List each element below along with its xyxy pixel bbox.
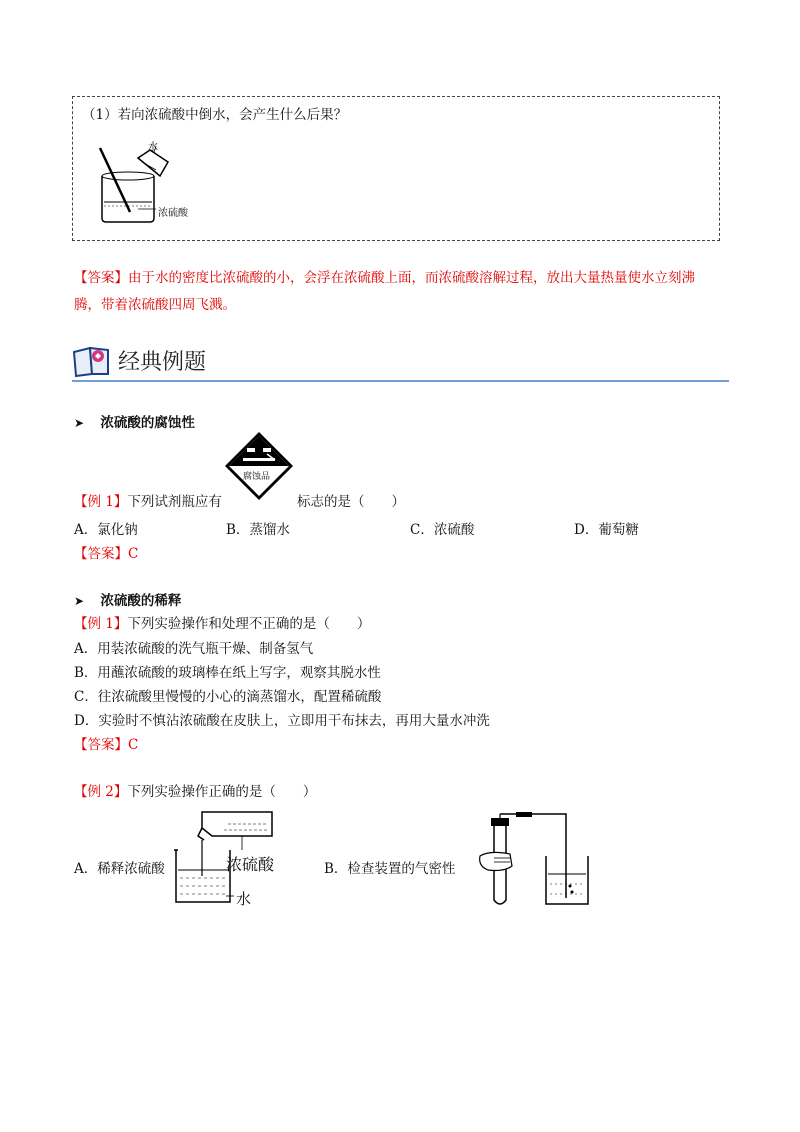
option-a-acid-label: 浓硫酸	[226, 855, 275, 874]
example-1a-answer	[74, 542, 138, 562]
example-2-option-b: B．检查装置的气密性	[324, 861, 456, 877]
subsection-1-title: 浓硫酸的腐蚀性	[100, 415, 195, 431]
option-d: D．葡萄糖	[574, 522, 639, 538]
example-2-text: 下列实验操作正确的是（ ）	[127, 784, 317, 800]
answer-1-line-2: 腾，带着浓硫酸四周飞溅。	[74, 297, 236, 313]
answer-1-line-1: 由于水的密度比浓硫酸的小，会浮在浓硫酸上面，而浓硫酸溶解过程，放出大量热量使水立刻沸	[128, 270, 695, 286]
book-icon	[72, 342, 112, 378]
example-tag: 【例 2】	[74, 784, 128, 800]
example-1b-answer	[74, 733, 138, 753]
answer-1	[74, 265, 724, 319]
answer-value: C	[128, 737, 139, 753]
option-b: B．用蘸浓硫酸的玻璃棒在纸上写字，观察其脱水性	[74, 665, 381, 681]
answer-value: C	[128, 546, 139, 562]
example-1a-text-before: 下列试剂瓶应有	[127, 494, 222, 510]
subsection-2-title: 浓硫酸的稀释	[100, 593, 182, 609]
option-c: C．往浓硫酸里慢慢的小心的滴蒸馏水，配置稀硫酸	[74, 689, 382, 705]
question-text: （1）若向浓硫酸中倒水，会产生什么后果？	[82, 107, 348, 123]
option-a: A．用装浓硫酸的洗气瓶干燥、制备氢气	[74, 641, 314, 657]
section-divider	[72, 380, 729, 382]
subsection-1	[74, 411, 195, 431]
option-c: C．浓硫酸	[410, 522, 475, 538]
answer-tag: 【答案】	[74, 737, 128, 753]
water-label: 水	[148, 142, 158, 153]
example-1b-question	[74, 612, 370, 632]
example-tag: 【例 1】	[74, 494, 128, 510]
example-1a-question	[74, 490, 222, 510]
acid-label: 浓硫酸	[158, 208, 188, 219]
option-a-water-label: 水	[236, 890, 252, 908]
diagram-airtightness-check	[466, 812, 592, 912]
corrosive-hazard-sign	[223, 430, 295, 502]
answer-tag: 【答案】	[74, 546, 128, 562]
answer-tag: 【答案】	[74, 270, 128, 286]
example-tag: 【例 1】	[74, 616, 128, 632]
bullet-arrow-icon: ➤	[74, 416, 85, 430]
option-a: A．氯化钠	[74, 522, 138, 538]
section-title: 经典例题	[118, 350, 207, 375]
example-2-option-a: A．稀释浓硫酸	[74, 861, 165, 877]
subsection-2	[74, 589, 181, 609]
option-b: B．蒸馏水	[226, 522, 290, 538]
option-d: D．实验时不慎沾浓硫酸在皮肤上，立即用干布抹去，再用大量水冲洗	[74, 713, 490, 729]
example-2-question	[74, 780, 316, 800]
example-1a-text-after: 标志的是（ ）	[297, 494, 405, 510]
corrosive-sign-label: 腐蚀品	[243, 472, 271, 482]
bullet-arrow-icon: ➤	[74, 594, 85, 608]
example-1b-text: 下列实验操作和处理不正确的是（ ）	[127, 616, 371, 632]
